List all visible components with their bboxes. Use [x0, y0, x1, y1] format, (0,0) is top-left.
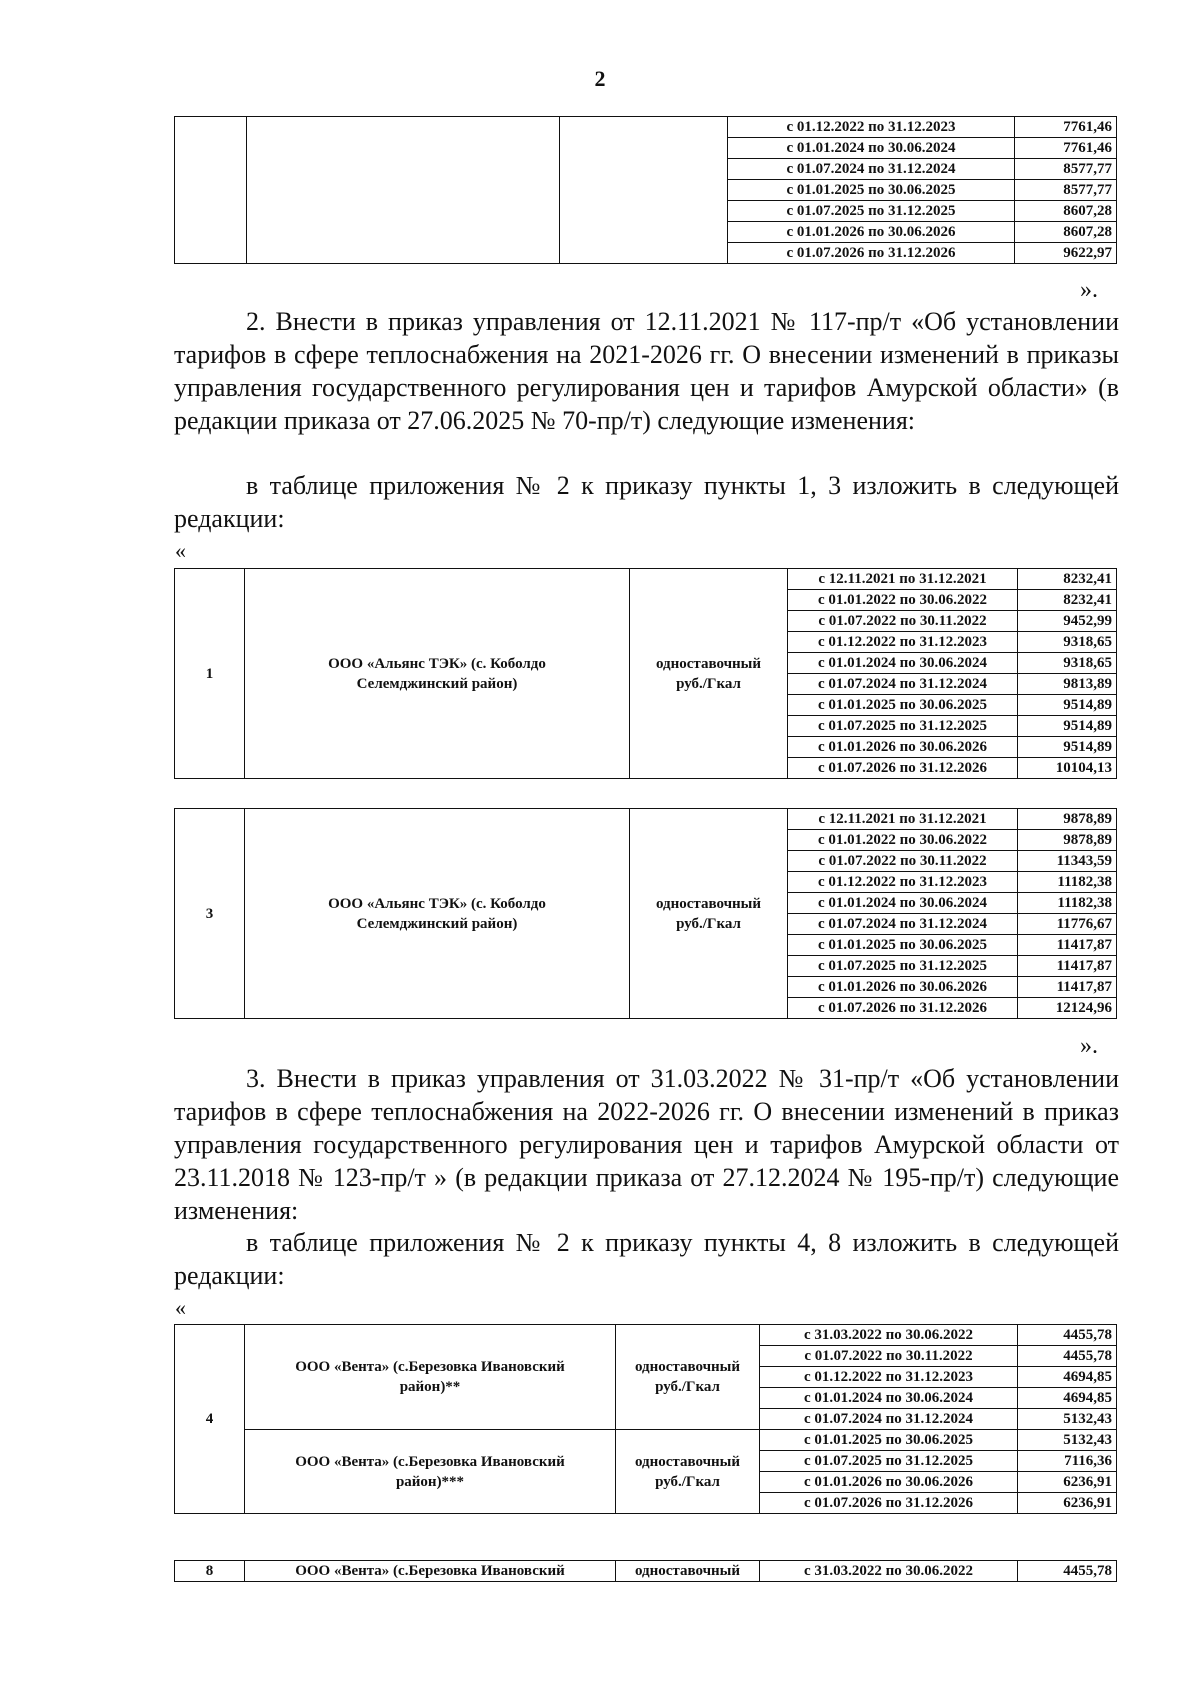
- period-cell: с 31.03.2022 по 30.06.2022: [760, 1561, 1018, 1582]
- tariff-table-item-8: [174, 1560, 1117, 1582]
- value-cell: 10104,13: [1018, 758, 1117, 779]
- value-cell: 11343,59: [1018, 851, 1117, 872]
- value-cell: 5132,43: [1018, 1409, 1117, 1430]
- period-cell: с 01.07.2022 по 30.11.2022: [760, 1346, 1018, 1367]
- period-cell: с 01.07.2026 по 31.12.2026: [760, 1493, 1018, 1514]
- value-cell: 4455,78: [1018, 1561, 1117, 1582]
- value-cell: 8577,77: [1015, 159, 1117, 180]
- period-cell: с 01.07.2025 по 31.12.2025: [760, 1451, 1018, 1472]
- period-cell: с 01.07.2024 по 31.12.2024: [788, 674, 1018, 695]
- value-cell: 9514,89: [1018, 716, 1117, 737]
- value-cell: 9622,97: [1015, 243, 1117, 264]
- period-cell: с 12.11.2021 по 31.12.2021: [788, 569, 1018, 590]
- value-cell: 11417,87: [1018, 956, 1117, 977]
- tariff-type: одноставочный руб./Гкал: [630, 569, 788, 779]
- value-cell: 7761,46: [1015, 138, 1117, 159]
- tariff-table-item-4: [174, 1324, 1117, 1514]
- tariff-cell: [560, 117, 728, 264]
- period-cell: с 01.01.2025 по 30.06.2025: [788, 935, 1018, 956]
- tariff-table-continuation: [174, 116, 1117, 264]
- value-cell: 6236,91: [1018, 1493, 1117, 1514]
- period-cell: с 12.11.2021 по 31.12.2021: [788, 809, 1018, 830]
- value-cell: 8232,41: [1018, 590, 1117, 611]
- period-cell: с 01.07.2024 по 31.12.2024: [788, 914, 1018, 935]
- value-cell: 11776,67: [1018, 914, 1117, 935]
- period-cell: с 01.07.2024 по 31.12.2024: [760, 1409, 1018, 1430]
- value-cell: 11182,38: [1018, 893, 1117, 914]
- period-cell: с 01.07.2025 по 31.12.2025: [788, 956, 1018, 977]
- value-cell: 4694,85: [1018, 1388, 1117, 1409]
- tariff-type: одноставочный: [616, 1561, 760, 1582]
- period-cell: с 01.01.2026 по 30.06.2026: [760, 1472, 1018, 1493]
- value-cell: 8607,28: [1015, 222, 1117, 243]
- value-cell: 11182,38: [1018, 872, 1117, 893]
- value-cell: 7116,36: [1018, 1451, 1117, 1472]
- table-row: [175, 117, 1117, 138]
- period-cell: с 01.12.2022 по 31.12.2023: [788, 632, 1018, 653]
- tariff-type: одноставочный руб./Гкал: [630, 809, 788, 1019]
- period-cell: с 01.01.2024 по 30.06.2024: [788, 893, 1018, 914]
- tariff-table-item-3: [174, 808, 1117, 1019]
- period-cell: с 01.01.2024 по 30.06.2024: [760, 1388, 1018, 1409]
- item-number: 8: [175, 1561, 245, 1582]
- value-cell: 11417,87: [1018, 935, 1117, 956]
- item-number: 3: [175, 809, 245, 1019]
- period-cell: с 01.01.2025 по 30.06.2025: [760, 1430, 1018, 1451]
- value-cell: 9318,65: [1018, 632, 1117, 653]
- value-cell: 8232,41: [1018, 569, 1117, 590]
- value-cell: 9514,89: [1018, 737, 1117, 758]
- period-cell: с 01.12.2022 по 31.12.2023: [788, 872, 1018, 893]
- organization-name: ООО «Вента» (с.Березовка Ивановский район)**: [245, 1325, 616, 1430]
- value-cell: 9514,89: [1018, 695, 1117, 716]
- closing-quote: ».: [1080, 277, 1098, 303]
- organization-name: ООО «Альянс ТЭК» (с. Коболдо Селемджинский район): [245, 809, 630, 1019]
- period-cell: с 01.01.2024 по 30.06.2024: [788, 653, 1018, 674]
- table-row: [175, 1325, 1117, 1346]
- org-cell: [247, 117, 560, 264]
- period-cell: с 01.07.2026 по 31.12.2026: [788, 758, 1018, 779]
- section-3-paragraph: 3. Внести в приказ управления от 31.03.2022 № 31-пр/т «Об установлении тарифов в сфере теплоснабжения на 2022-2026 гг. О внесении изменений в приказ управления государственного регулирования цен и тарифов Амурской области от 23.11.2018 № 123-пр/т » (в редакции приказа от 27.12.2024 № 195-пр/т) следующие изменения:: [174, 1064, 1119, 1225]
- section-2-paragraph: 2. Внести в приказ управления от 12.11.2021 № 117-пр/т «Об установлении тарифов в сфере теплоснабжения на 2021-2026 гг. О внесении изменений в приказы управления государственного регулирования цен и тарифов Амурской области» (в редакции приказа от 27.06.2025 № 70-пр/т) следующие изменения:: [174, 307, 1119, 435]
- organization-name: ООО «Альянс ТЭК» (с. Коболдо Селемджинский район): [245, 569, 630, 779]
- period-cell: с 01.01.2025 по 30.06.2025: [788, 695, 1018, 716]
- value-cell: 9318,65: [1018, 653, 1117, 674]
- period-cell: с 01.07.2024 по 31.12.2024: [728, 159, 1015, 180]
- table-row: [175, 1561, 1117, 1582]
- num-cell: [175, 117, 247, 264]
- tariff-type: одноставочный руб./Гкал: [616, 1325, 760, 1430]
- value-cell: 8607,28: [1015, 201, 1117, 222]
- period-cell: с 01.07.2025 по 31.12.2025: [728, 201, 1015, 222]
- value-cell: 9878,89: [1018, 830, 1117, 851]
- period-cell: с 01.12.2022 по 31.12.2023: [760, 1367, 1018, 1388]
- period-cell: с 01.01.2026 по 30.06.2026: [788, 977, 1018, 998]
- period-cell: с 01.01.2025 по 30.06.2025: [728, 180, 1015, 201]
- period-cell: с 01.01.2024 по 30.06.2024: [728, 138, 1015, 159]
- section-3-instruction: в таблице приложения № 2 к приказу пункты 4, 8 изложить в следующей редакции:: [174, 1228, 1119, 1290]
- organization-name: ООО «Вента» (с.Березовка Ивановский: [245, 1561, 616, 1582]
- value-cell: 9452,99: [1018, 611, 1117, 632]
- item-number: 4: [175, 1325, 245, 1514]
- value-cell: 4455,78: [1018, 1346, 1117, 1367]
- table-row: [175, 809, 1117, 830]
- value-cell: 4694,85: [1018, 1367, 1117, 1388]
- value-cell: 6236,91: [1018, 1472, 1117, 1493]
- period-cell: с 01.01.2022 по 30.06.2022: [788, 590, 1018, 611]
- period-cell: с 01.01.2026 по 30.06.2026: [728, 222, 1015, 243]
- value-cell: 9813,89: [1018, 674, 1117, 695]
- tariff-type: одноставочный руб./Гкал: [616, 1430, 760, 1514]
- value-cell: 5132,43: [1018, 1430, 1117, 1451]
- period-cell: с 01.07.2026 по 31.12.2026: [788, 998, 1018, 1019]
- value-cell: 9878,89: [1018, 809, 1117, 830]
- section-2-instruction: в таблице приложения № 2 к приказу пункты 1, 3 изложить в следующей редакции:: [174, 471, 1119, 533]
- value-cell: 12124,96: [1018, 998, 1117, 1019]
- organization-name: ООО «Вента» (с.Березовка Ивановский район)***: [245, 1430, 616, 1514]
- period-cell: с 31.03.2022 по 30.06.2022: [760, 1325, 1018, 1346]
- period-cell: с 01.07.2022 по 30.11.2022: [788, 611, 1018, 632]
- period-cell: с 01.12.2022 по 31.12.2023: [728, 117, 1015, 138]
- period-cell: с 01.07.2026 по 31.12.2026: [728, 243, 1015, 264]
- value-cell: 7761,46: [1015, 117, 1117, 138]
- period-cell: с 01.07.2025 по 31.12.2025: [788, 716, 1018, 737]
- period-cell: с 01.01.2026 по 30.06.2026: [788, 737, 1018, 758]
- opening-quote: «: [175, 1295, 186, 1320]
- table-row: [175, 569, 1117, 590]
- period-cell: с 01.01.2022 по 30.06.2022: [788, 830, 1018, 851]
- tariff-table-item-1: [174, 568, 1117, 779]
- closing-quote: ».: [1080, 1033, 1098, 1059]
- item-number: 1: [175, 569, 245, 779]
- value-cell: 11417,87: [1018, 977, 1117, 998]
- table-row: [175, 1430, 1117, 1451]
- value-cell: 4455,78: [1018, 1325, 1117, 1346]
- page-number: 2: [594, 66, 606, 91]
- period-cell: с 01.07.2022 по 30.11.2022: [788, 851, 1018, 872]
- value-cell: 8577,77: [1015, 180, 1117, 201]
- opening-quote: «: [175, 538, 186, 563]
